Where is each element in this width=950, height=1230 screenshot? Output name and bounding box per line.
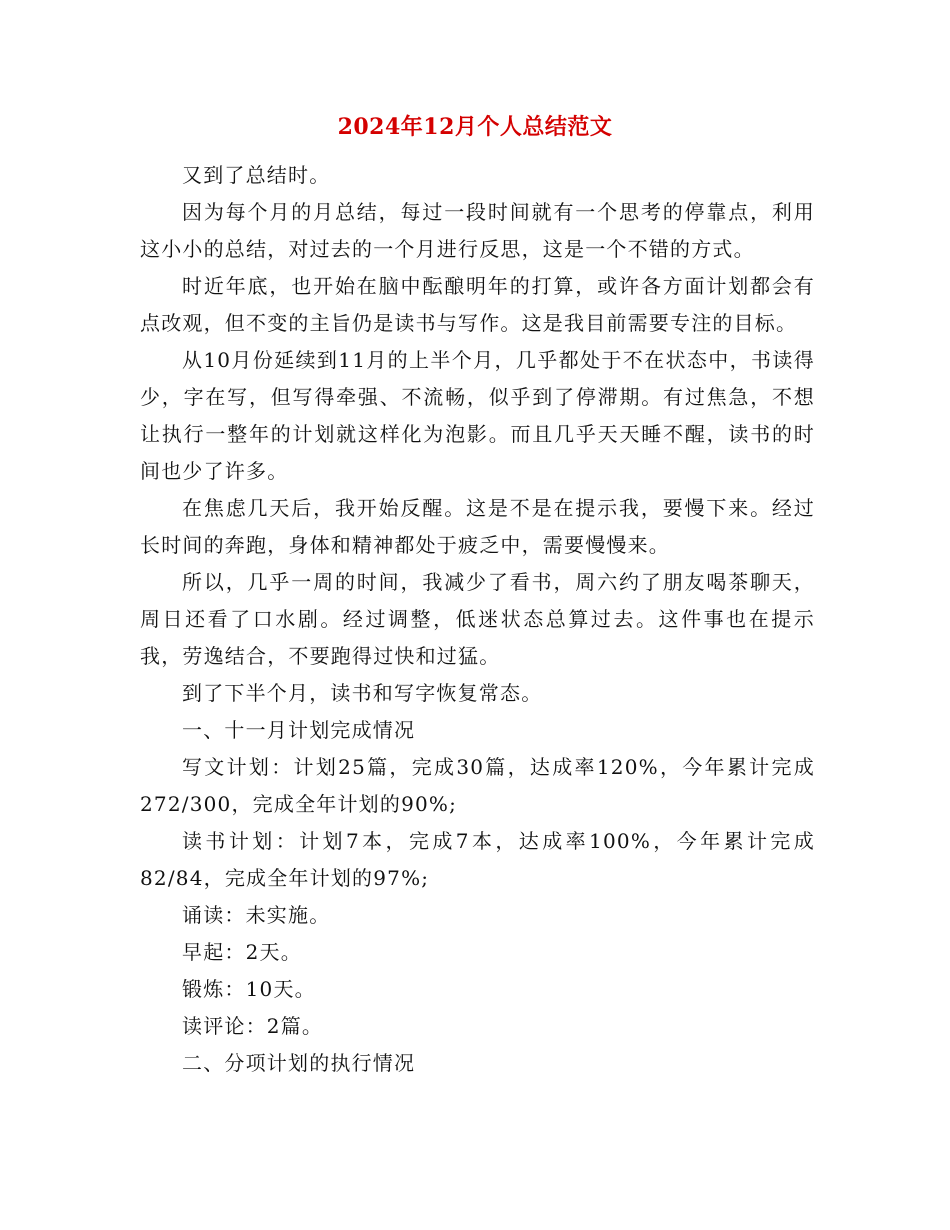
paragraph: 锻炼：10天。 [182,977,316,1001]
document-title: 2024年12月个人总结范文 [337,114,613,140]
section-heading: 一、十一月计划完成情况 [182,718,416,742]
paragraph: 从10月份延续到11月的上半个月，几乎都处于不在状态中，书读得少，字在写，但写得牵强、不流畅，似乎到了停滞期。有过焦急，不想让执行一整年的计划就这样化为泡影。而且几乎天天睡不醒，读书的时间也少了许多。 [140,348,815,483]
paragraph: 因为每个月的月总结，每过一段时间就有一个思考的停靠点，利用这小小的总结，对过去的一个月进行反思，这是一个不错的方式。 [140,200,815,261]
document-body [140,157,815,1082]
paragraph: 所以，几乎一周的时间，我减少了看书，周六约了朋友喝茶聊天，周日还看了口水剧。经过调整，低迷状态总算过去。这件事也在提示我，劳逸结合，不要跑得过快和过猛。 [140,570,815,668]
paragraph: 到了下半个月，读书和写字恢复常态。 [182,681,543,705]
paragraph: 读书计划：计划7本，完成7本，达成率100%，今年累计完成82/84，完成全年计划的97%; [140,829,815,890]
paragraph: 写文计划：计划25篇，完成30篇，达成率120%，今年累计完成272/300，完成全年计划的90%; [140,755,815,816]
paragraph: 时近年底，也开始在脑中酝酿明年的打算，或许各方面计划都会有点改观，但不变的主旨仍是读书与写作。这是我目前需要专注的目标。 [140,274,815,335]
paragraph: 早起：2天。 [182,940,302,964]
paragraph: 读评论：2篇。 [182,1014,324,1038]
paragraph: 在焦虑几天后，我开始反醒。这是不是在提示我，要慢下来。经过长时间的奔跑，身体和精神都处于疲乏中，需要慢慢来。 [140,496,815,557]
paragraph: 又到了总结时。 [182,163,331,187]
section-heading: 二、分项计划的执行情况 [182,1051,416,1075]
paragraph: 诵读：未实施。 [182,903,331,927]
